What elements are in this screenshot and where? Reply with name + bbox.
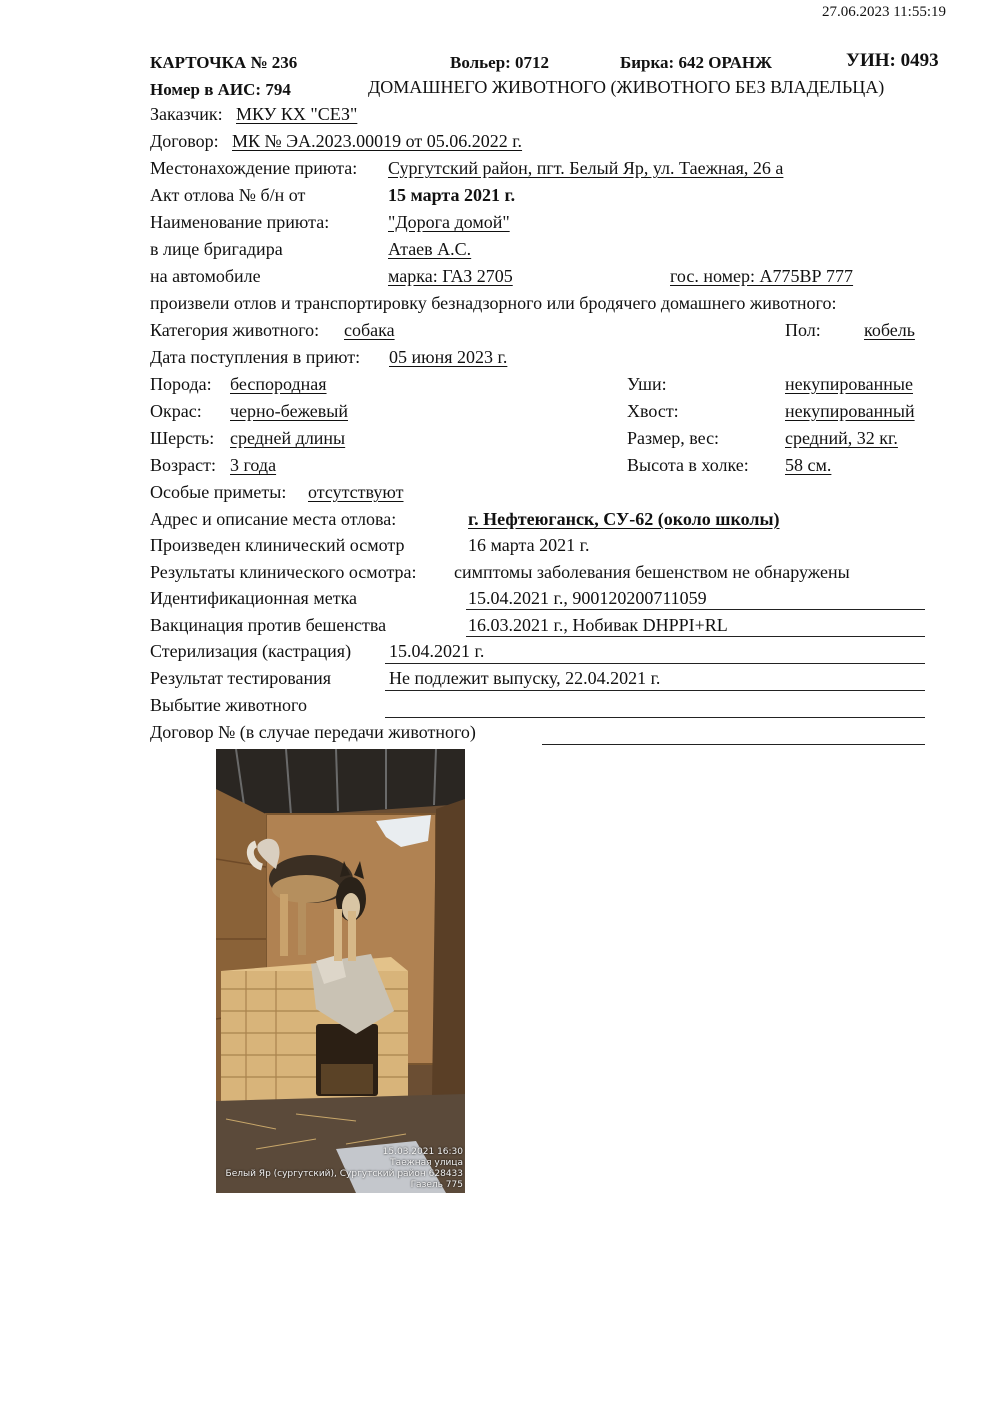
test-result-value: Не подлежит выпуску, 22.04.2021 г. (389, 668, 661, 688)
vaccination-value: 16.03.2021 г., Нобивак DHPPI+RL (468, 615, 728, 635)
print-timestamp: 27.06.2023 11:55:19 (821, 4, 946, 20)
animal-photo (216, 749, 465, 1193)
foreman-label: в лице бригадира (150, 239, 283, 259)
location-value: Сургутский район, пгт. Белый Яр, ул. Таежная, 26 а (388, 158, 784, 178)
enclosure-number: Вольер: 0712 (450, 53, 550, 72)
ears-label: Уши: (627, 374, 667, 394)
exit-line (385, 717, 925, 718)
foreman-value: Атаев А.С. (388, 239, 472, 259)
test-result-line (385, 690, 925, 691)
exam-label: Произведен клинический осмотр (150, 535, 405, 555)
sex-label: Пол: (785, 320, 821, 340)
sterilization-label: Стерилизация (кастрация) (150, 641, 352, 661)
tag-number: Бирка: 642 ОРАНЖ (620, 53, 772, 72)
height-value: 58 см. (785, 455, 832, 475)
tail-value: некупированный (785, 401, 915, 421)
shelter-label: Наименование приюта: (150, 212, 330, 232)
document-subtitle: ДОМАШНЕГО ЖИВОТНОГО (ЖИВОТНОГО БЕЗ ВЛАДЕЛЬЦА) (368, 77, 885, 97)
transfer-contract-line (542, 744, 925, 745)
sterilization-line (385, 663, 925, 664)
age-label: Возраст: (150, 455, 216, 475)
transfer-contract-label: Договор № (в случае передачи животного) (150, 722, 476, 742)
age-value: 3 года (230, 455, 277, 475)
photo-overlay-line: Белый Яр (сургутский), Сургутский район 628433 (225, 1169, 463, 1179)
photo-overlay (226, 1147, 463, 1191)
shelter-value: "Дорога домой" (388, 212, 510, 232)
car-plate: гос. номер: А775ВР 777 (670, 266, 854, 286)
id-mark-line (466, 609, 925, 610)
location-label: Местонахождение приюта: (150, 158, 358, 178)
size-label: Размер, вес: (627, 428, 720, 448)
breed-label: Порода: (150, 374, 212, 394)
size-value: средний, 32 кг. (785, 428, 898, 448)
capture-address-value: г. Нефтеюганск, СУ-62 (около школы) (468, 509, 780, 529)
ears-value: некупированные (785, 374, 913, 394)
act-date: 15 марта 2021 г. (388, 185, 516, 205)
photo-overlay-line: Таежная улица (390, 1158, 463, 1168)
exit-label: Выбытие животного (150, 695, 307, 715)
exam-value: 16 марта 2021 г. (468, 535, 590, 555)
arrival-value: 05 июня 2023 г. (389, 347, 508, 367)
category-label: Категория животного: (150, 320, 320, 340)
contract-value: МК № ЭА.2023.00019 от 05.06.2022 г. (232, 131, 523, 151)
customer-value: МКУ КХ "СЕЗ" (236, 104, 358, 124)
id-mark-value: 15.04.2021 г., 900120200711059 (468, 588, 707, 608)
id-mark-label: Идентификационная метка (150, 588, 358, 608)
marks-value: отсутствуют (308, 482, 404, 502)
act-label: Акт отлова № б/н от (150, 185, 306, 205)
test-result-label: Результат тестирования (150, 668, 331, 688)
capture-address-label: Адрес и описание места отлова: (150, 509, 397, 529)
capture-statement: произвели отлов и транспортировку безнадзорного или бродячего домашнего животного: (150, 293, 837, 313)
color-value: черно-бежевый (230, 401, 348, 421)
vaccination-label: Вакцинация против бешенства (150, 615, 387, 635)
color-label: Окрас: (150, 401, 202, 421)
breed-value: беспородная (230, 374, 327, 394)
exam-results-label: Результаты клинического осмотра: (150, 562, 417, 582)
exam-results-value: симптомы заболевания бешенством не обнаружены (454, 562, 850, 582)
sex-value: кобель (864, 320, 915, 340)
card-number: КАРТОЧКА № 236 (150, 53, 298, 72)
marks-label: Особые приметы: (150, 482, 287, 502)
contract-label: Договор: (150, 131, 219, 151)
photo-overlay-line: 15.03.2021 16:30 (382, 1147, 463, 1157)
car-label: на автомобиле (150, 266, 261, 286)
height-label: Высота в холке: (627, 455, 749, 475)
customer-label: Заказчик: (150, 104, 223, 124)
uin-number: УИН: 0493 (846, 50, 939, 71)
category-value: собака (344, 320, 395, 340)
photo-overlay-line: Газель 775 (410, 1180, 463, 1190)
coat-value: средней длины (230, 428, 346, 448)
tail-label: Хвост: (627, 401, 679, 421)
coat-label: Шерсть: (150, 428, 215, 448)
arrival-label: Дата поступления в приют: (150, 347, 361, 367)
ais-number: Номер в АИС: 794 (150, 80, 291, 99)
vaccination-line (466, 636, 925, 637)
sterilization-value: 15.04.2021 г. (389, 641, 485, 661)
car-brand: марка: ГАЗ 2705 (388, 266, 513, 286)
